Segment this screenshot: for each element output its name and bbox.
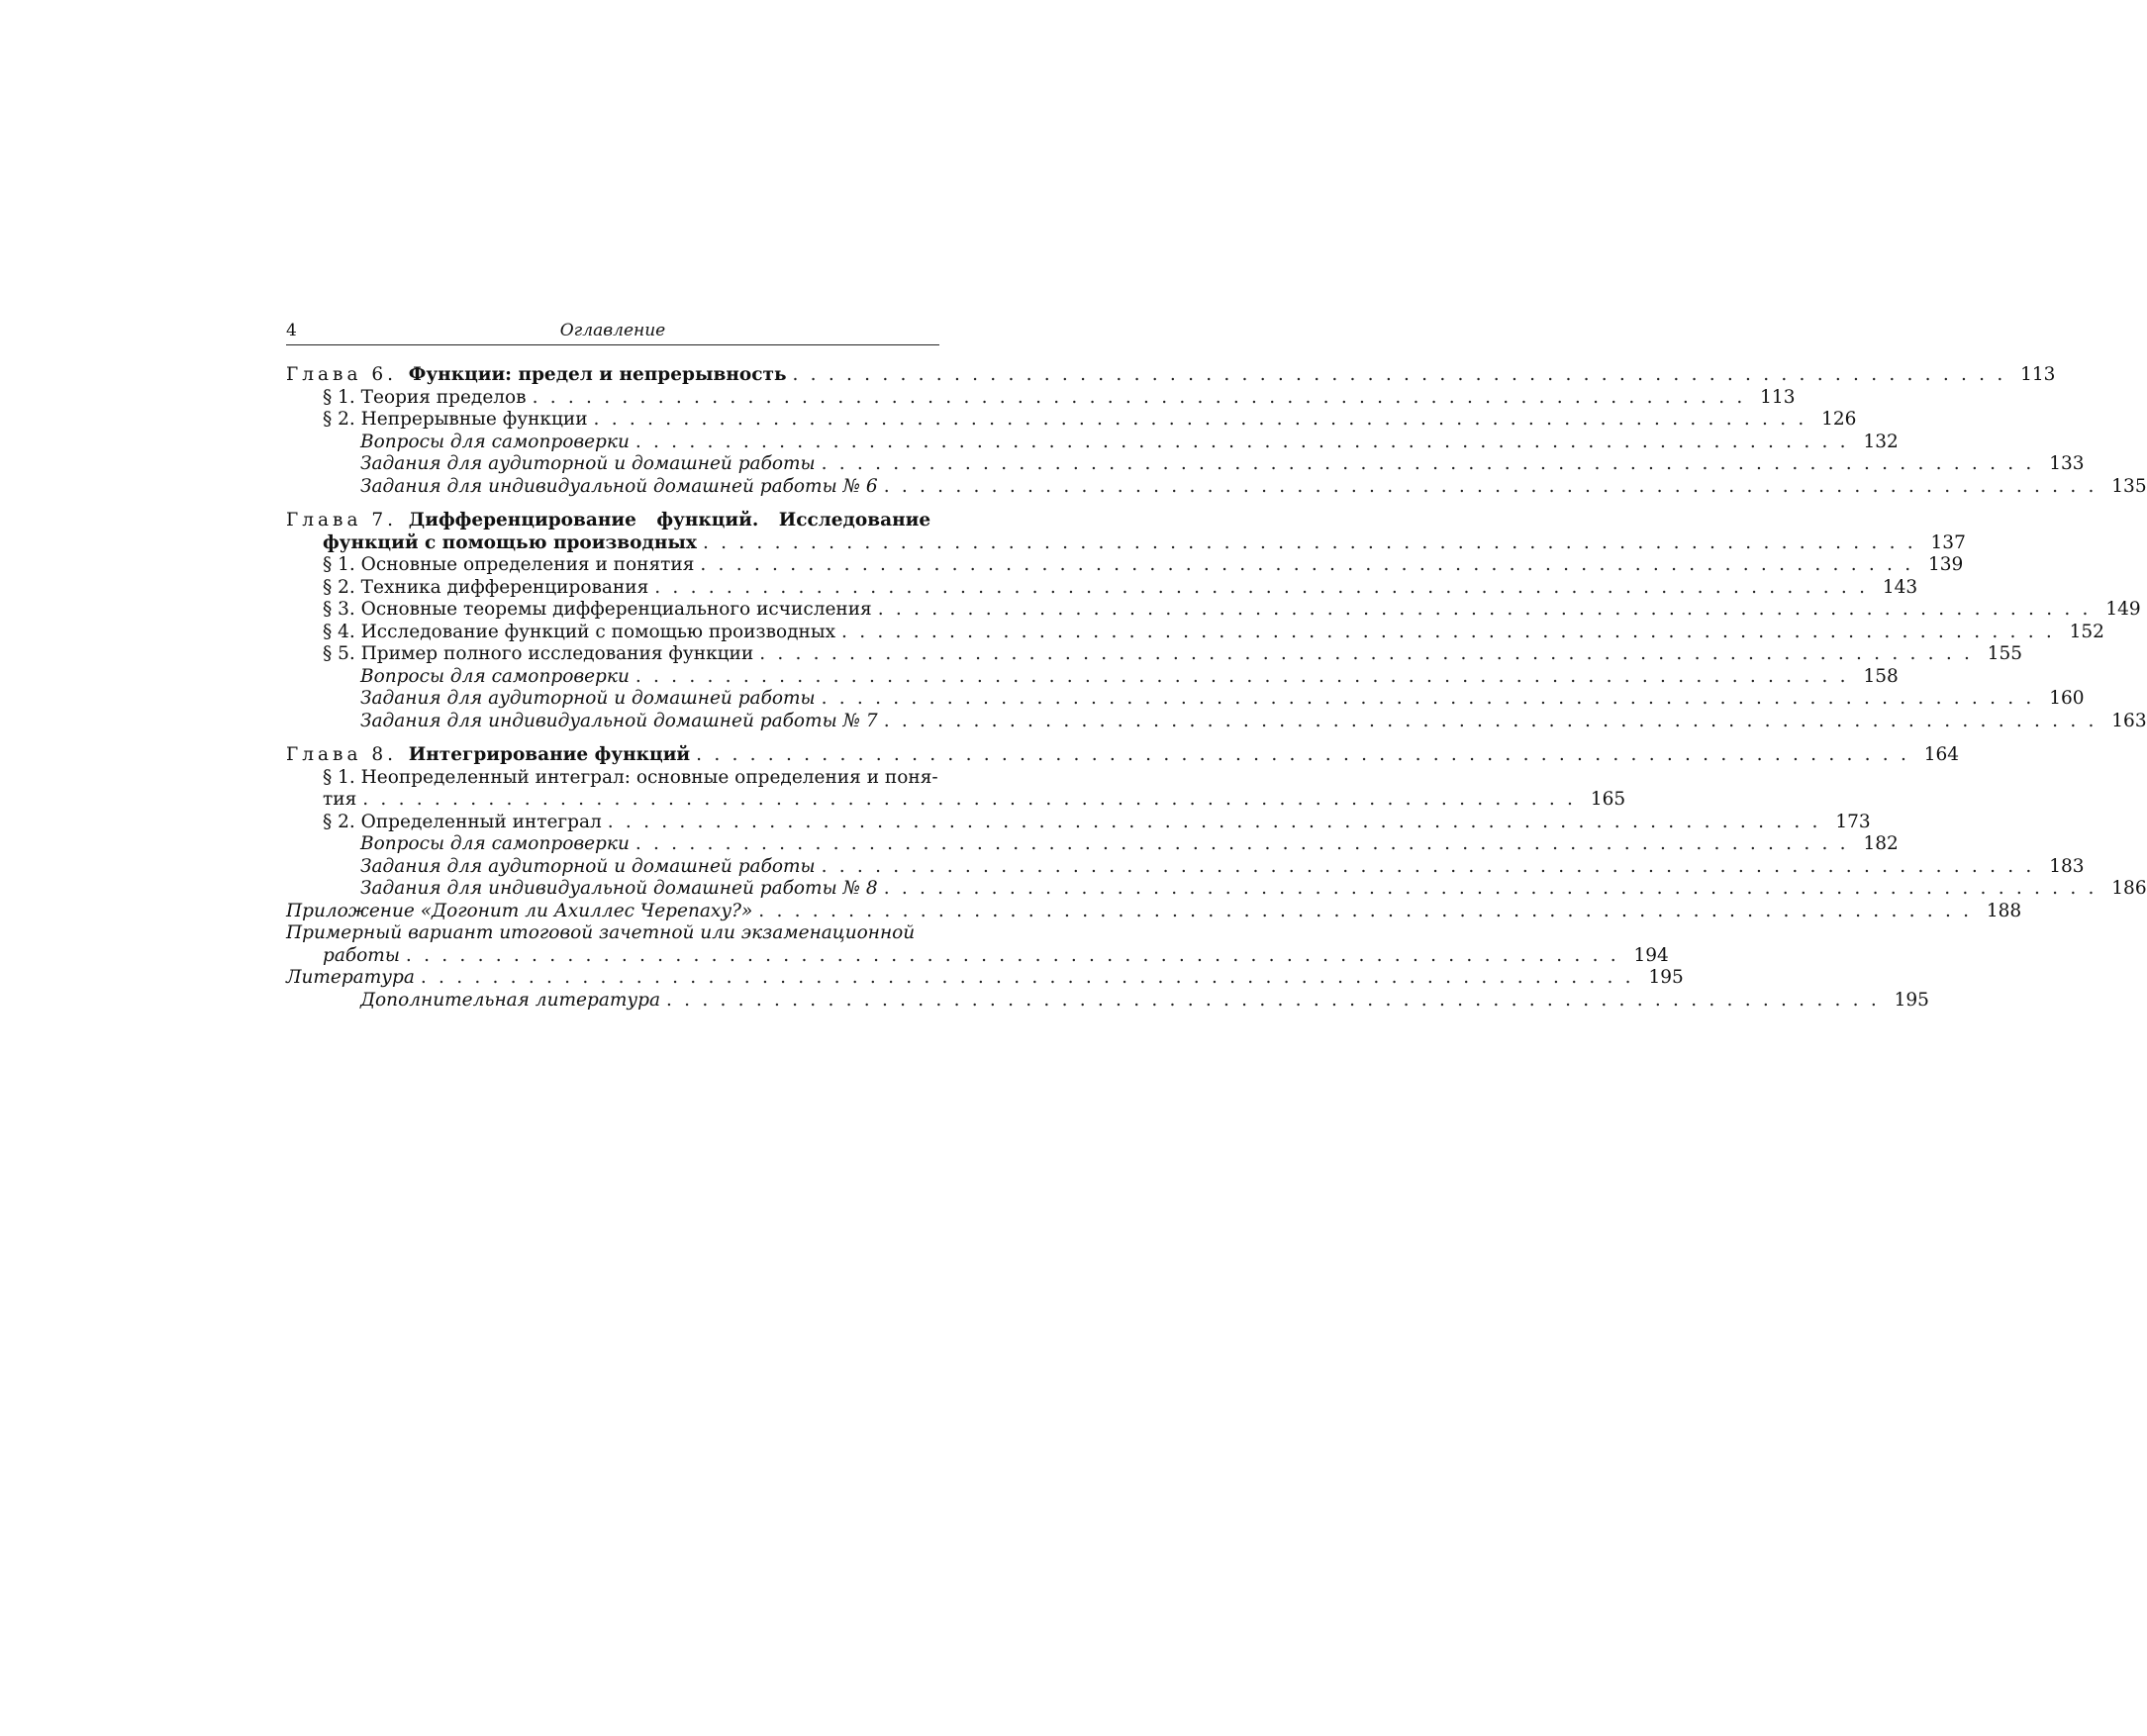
entry-label: § 2. Определенный интеграл <box>323 811 602 832</box>
page-ref: 160 <box>2049 688 2085 709</box>
page-ref: 137 <box>1930 531 1966 553</box>
chapter-title: Функции: предел и непрерывность <box>408 364 787 385</box>
page-ref: 155 <box>1987 643 2023 664</box>
chapter-title-line2: функций с помощью производных <box>323 531 697 553</box>
toc-entry[interactable]: Задания для индивидуальной домашней работы № 6 . . . . . . . . . . . . . . . . . . . . . . . . . . . . . . . . . . . . . . . . . . . . . . . . . . . . . . . . . . . . . . . . . . . . 135 <box>360 475 2147 497</box>
entry-label-line1: Примерный вариант итоговой зачетной или экзаменационной <box>286 922 916 943</box>
toc-entry[interactable]: § 3. Основные теоремы дифференциального исчисления . . . . . . . . . . . . . . . . . . . . . . . . . . . . . . . . . . . . . . . . . . . . . . . . . . . . . . . . . . . . . . . . . . . . 149 <box>323 599 2141 620</box>
chapter-title: Интегрирование функций <box>408 744 691 765</box>
page-ref: 182 <box>1863 833 1899 854</box>
toc-entry[interactable]: Задания для аудиторной и домашней работы . . . . . . . . . . . . . . . . . . . . . . . . . . . . . . . . . . . . . . . . . . . . . . . . . . . . . . . . . . . . . . . . . . . . 133 <box>360 453 2085 474</box>
toc-entry[interactable]: Вопросы для самопроверки . . . . . . . . . . . . . . . . . . . . . . . . . . . . . . . . . . . . . . . . . . . . . . . . . . . . . . . . . . . . . . . . . . . . 132 <box>360 431 1899 452</box>
entry-label: § 3. Основные теоремы дифференциального исчисления <box>323 599 872 620</box>
toc-page <box>286 315 2147 1012</box>
toc-entry[interactable]: § 1. Теория пределов . . . . . . . . . . . . . . . . . . . . . . . . . . . . . . . . . . . . . . . . . . . . . . . . . . . . . . . . . . . . . . . . . . . . 113 <box>323 386 1796 408</box>
chapter-prefix: Глава 6. <box>286 364 398 385</box>
page-ref: 186 <box>2111 878 2147 899</box>
entry-label: Задания для индивидуальной домашней работы № 8 <box>360 878 878 899</box>
entry-label: § 1. Теория пределов <box>323 386 527 408</box>
chapter-prefix: Глава 8. <box>286 744 398 765</box>
toc-entry[interactable]: § 2. Техника дифференцирования . . . . . . . . . . . . . . . . . . . . . . . . . . . . . . . . . . . . . . . . . . . . . . . . . . . . . . . . . . . . . . . . . . . . 143 <box>323 576 1918 598</box>
entry-label: § 2. Техника дифференцирования <box>323 576 649 598</box>
toc-entry[interactable]: Задания для аудиторной и домашней работы . . . . . . . . . . . . . . . . . . . . . . . . . . . . . . . . . . . . . . . . . . . . . . . . . . . . . . . . . . . . . . . . . . . . 160 <box>360 688 2085 709</box>
page-ref: 135 <box>2111 475 2147 497</box>
toc-chapter-7[interactable]: Глава 7. Дифференцирование функций. Исследование функций с помощью производных . . . . . . . . . . . . . . . . . . . . . . . . . . . . . . . . . . . . . . . . . . . . . . . . . . . . . . . . . . . . . . . . . . . . 137 <box>286 510 1966 553</box>
page-ref: 152 <box>2069 621 2104 642</box>
entry-label: Задания для аудиторной и домашней работы <box>360 453 816 474</box>
entry-label: Задания для индивидуальной домашней работы № 7 <box>360 710 878 731</box>
entry-label: § 2. Непрерывные функции <box>323 409 588 430</box>
page-ref: 165 <box>1590 789 1626 810</box>
toc-entry[interactable]: § 4. Исследование функций с помощью производных . . . . . . . . . . . . . . . . . . . . . . . . . . . . . . . . . . . . . . . . . . . . . . . . . . . . . . . . . . . . . . . . . . . . 152 <box>323 621 2104 642</box>
table-of-contents <box>286 364 2147 1012</box>
toc-entry[interactable]: § 1. Неопределенный интеграл: основные определения и поня- тия . . . . . . . . . . . . . . . . . . . . . . . . . . . . . . . . . . . . . . . . . . . . . . . . . . . . . . . . . . . . . . . . . . . . 165 <box>286 767 939 812</box>
page-ref: 163 <box>2111 710 2147 731</box>
page-ref: 113 <box>1760 386 1796 408</box>
entry-label: Вопросы для самопроверки <box>360 833 630 854</box>
page-ref: 133 <box>2049 453 2085 474</box>
toc-extra-literature[interactable]: Дополнительная литература . . . . . . . . . . . . . . . . . . . . . . . . . . . . . . . . . . . . . . . . . . . . . . . . . . . . . . . . . . . . . . . . . . . . 195 <box>360 989 1929 1011</box>
page-ref: 158 <box>1863 665 1899 687</box>
page-ref: 164 <box>1923 744 1960 765</box>
toc-entry[interactable]: § 2. Определенный интеграл . . . . . . . . . . . . . . . . . . . . . . . . . . . . . . . . . . . . . . . . . . . . . . . . . . . . . . . . . . . . . . . . . . . . 173 <box>323 811 1871 832</box>
entry-label-line2: работы <box>323 944 400 966</box>
entry-label-line1: § 1. Неопределенный интеграл: основные определения и поня- <box>323 766 938 788</box>
page-ref: 149 <box>2105 599 2141 620</box>
entry-label: Литература <box>286 967 415 988</box>
entry-label: § 1. Основные определения и понятия <box>323 554 695 575</box>
entry-label: § 5. Пример полного исследования функции <box>323 643 754 664</box>
toc-entry[interactable]: § 5. Пример полного исследования функции . . . . . . . . . . . . . . . . . . . . . . . . . . . . . . . . . . . . . . . . . . . . . . . . . . . . . . . . . . . . . . . . . . . . 155 <box>323 643 2023 664</box>
toc-appendix[interactable]: Приложение «Догонит ли Ахиллес Черепаху?» . . . . . . . . . . . . . . . . . . . . . . . . . . . . . . . . . . . . . . . . . . . . . . . . . . . . . . . . . . . . . . . . . . . . 188 <box>286 900 2022 921</box>
page-ref: 195 <box>1648 967 1684 988</box>
page-ref: 173 <box>1835 811 1871 832</box>
page-ref: 132 <box>1863 431 1899 452</box>
entry-label: Дополнительная литература <box>360 989 661 1011</box>
toc-entry[interactable]: Вопросы для самопроверки . . . . . . . . . . . . . . . . . . . . . . . . . . . . . . . . . . . . . . . . . . . . . . . . . . . . . . . . . . . . . . . . . . . . 158 <box>360 665 1899 687</box>
page-ref: 194 <box>1633 944 1669 966</box>
entry-label: Задания для аудиторной и домашней работы <box>360 688 816 709</box>
entry-label-line2: тия <box>323 789 357 810</box>
page-ref: 183 <box>2049 855 2085 877</box>
chapter-title-line1: Дифференцирование функций. Исследование <box>408 510 931 530</box>
toc-entry[interactable]: Задания для аудиторной и домашней работы . . . . . . . . . . . . . . . . . . . . . . . . . . . . . . . . . . . . . . . . . . . . . . . . . . . . . . . . . . . . . . . . . . . . 183 <box>360 855 2085 877</box>
running-header <box>286 315 939 345</box>
entry-label: § 4. Исследование функций с помощью производных <box>323 621 836 642</box>
entry-label: Задания для индивидуальной домашней работы № 6 <box>360 475 878 497</box>
toc-entry[interactable]: Задания для индивидуальной домашней работы № 7 . . . . . . . . . . . . . . . . . . . . . . . . . . . . . . . . . . . . . . . . . . . . . . . . . . . . . . . . . . . . . . . . . . . . 163 <box>360 710 2147 731</box>
toc-sample-exam[interactable]: Примерный вариант итоговой зачетной или экзаменационной работы . . . . . . . . . . . . . . . . . . . . . . . . . . . . . . . . . . . . . . . . . . . . . . . . . . . . . . . . . . . . . . . . . . . . 194 <box>286 922 1669 966</box>
toc-chapter-8[interactable]: Глава 8. Интегрирование функций . . . . . . . . . . . . . . . . . . . . . . . . . . . . . . . . . . . . . . . . . . . . . . . . . . . . . . . . . . . . . . . . . . . . 164 <box>286 744 1960 765</box>
running-title: Оглавление <box>559 321 666 340</box>
page-number: 4 <box>286 321 297 340</box>
toc-literature[interactable]: Литература . . . . . . . . . . . . . . . . . . . . . . . . . . . . . . . . . . . . . . . . . . . . . . . . . . . . . . . . . . . . . . . . . . . . 195 <box>286 967 1684 988</box>
chapter-prefix: Глава 7. <box>286 510 398 530</box>
entry-label: Приложение «Догонит ли Ахиллес Черепаху?» <box>286 900 753 921</box>
toc-entry[interactable]: Вопросы для самопроверки . . . . . . . . . . . . . . . . . . . . . . . . . . . . . . . . . . . . . . . . . . . . . . . . . . . . . . . . . . . . . . . . . . . . 182 <box>360 833 1899 854</box>
toc-entry[interactable]: § 1. Основные определения и понятия . . . . . . . . . . . . . . . . . . . . . . . . . . . . . . . . . . . . . . . . . . . . . . . . . . . . . . . . . . . . . . . . . . . . 139 <box>323 554 1964 575</box>
page-ref: 139 <box>1927 554 1964 575</box>
page-ref: 126 <box>1821 409 1857 430</box>
page-ref: 143 <box>1882 576 1918 598</box>
page-ref: 195 <box>1894 989 1929 1011</box>
page-ref: 188 <box>1986 900 2022 921</box>
toc-chapter-6[interactable]: Глава 6. Функции: предел и непрерывность . . . . . . . . . . . . . . . . . . . . . . . . . . . . . . . . . . . . . . . . . . . . . . . . . . . . . . . . . . . . . . . . . . . . 113 <box>286 364 2056 385</box>
page-ref: 113 <box>2020 364 2056 385</box>
entry-label: Вопросы для самопроверки <box>360 665 630 687</box>
entry-label: Вопросы для самопроверки <box>360 431 630 452</box>
toc-entry[interactable]: § 2. Непрерывные функции . . . . . . . . . . . . . . . . . . . . . . . . . . . . . . . . . . . . . . . . . . . . . . . . . . . . . . . . . . . . . . . . . . . . 126 <box>323 409 1857 430</box>
toc-entry[interactable]: Задания для индивидуальной домашней работы № 8 . . . . . . . . . . . . . . . . . . . . . . . . . . . . . . . . . . . . . . . . . . . . . . . . . . . . . . . . . . . . . . . . . . . . 186 <box>360 878 2147 899</box>
entry-label: Задания для аудиторной и домашней работы <box>360 855 816 877</box>
